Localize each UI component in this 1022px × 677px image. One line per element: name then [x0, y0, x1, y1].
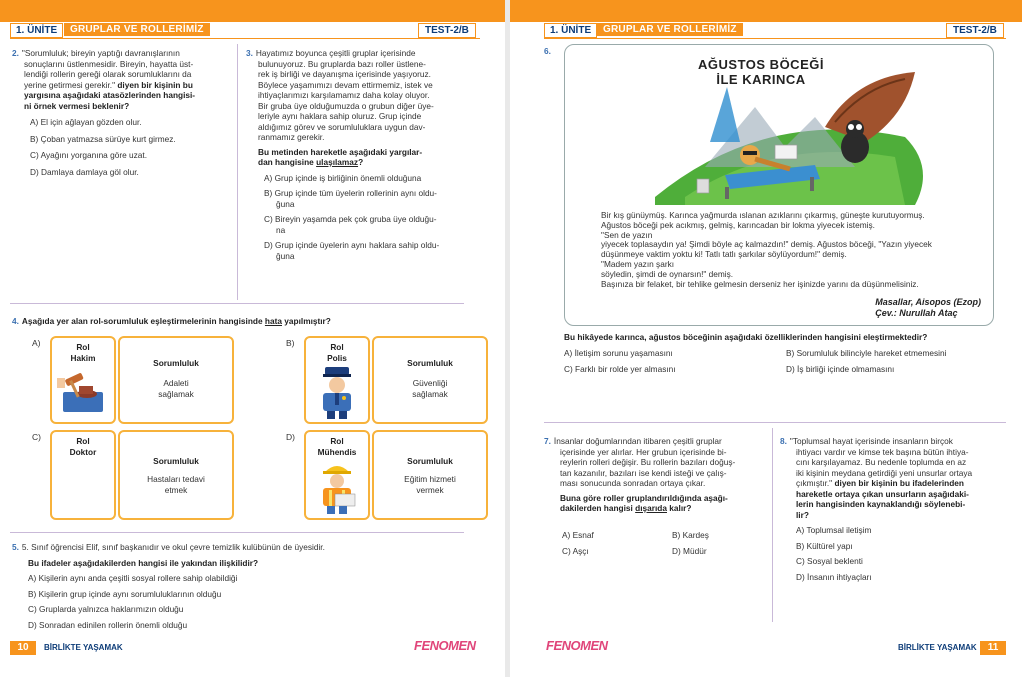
q7-line: reylerin rolleri değişir. Bu rollerin bazıları doğuş-: [560, 457, 736, 467]
story-text: [601, 211, 981, 289]
q4-card-c-responsibility-text: etmek: [164, 485, 188, 495]
story-line: Ağustos böceği pek acıkmış, gelmiş, karıncadan bir lokma yiyecek istemiş.: [601, 219, 875, 230]
story-line: söyledin, şimdi de oynarsın!" demiş.: [601, 268, 734, 279]
q3-option-b[interactable]: [246, 188, 468, 209]
story-source-line: Çev.: Nurullah Ataç: [875, 307, 958, 318]
q4-card-b-responsibility-title: Sorumluluk: [407, 358, 453, 368]
story-line: "Madem yazın şarkı: [601, 258, 675, 269]
q7-underlined-word: dışarıda: [635, 503, 667, 513]
right-unit-title: GRUPLAR VE ROLLERİMİZ: [597, 23, 743, 36]
q7-option-c[interactable]: C) Aşçı: [562, 546, 589, 556]
q3-option-a-line: A) Grup içinde iş birliğinin önemli olduğuna: [264, 172, 422, 183]
q4-bold: Aşağıda yer alan rol-sorumluluk eşleştirmelerinin hangisinde: [21, 316, 265, 326]
right-unit-label: 1. ÜNİTE: [544, 23, 597, 38]
q7-bold-line: Buna göre roller gruplandırıldığında aşağı-: [560, 492, 728, 503]
q2-line: "Sorumluluk; bireyin yaptığı davranışlarının: [21, 48, 180, 58]
q8-option-c[interactable]: C) Sosyal beklenti: [796, 556, 863, 566]
q3-option-c[interactable]: [246, 214, 468, 235]
q7-number: 7.: [544, 436, 551, 446]
q4-card-a-rol-label: Rol: [76, 342, 90, 352]
q3-line: Böylece yaşamımızı devam ettirmemiz, istek ve: [258, 79, 433, 90]
q5-line: 5. Sınıf öğrencisi Elif, sınıf başkanıdır ve okul çevre temizlik kulübünün de üyesidir.: [21, 542, 325, 552]
left-footer-text: BİRLİKTE YAŞAMAK: [44, 643, 123, 652]
q7-line: İnsanlar doğumlarından itibaren çeşitli gruplar: [553, 436, 722, 446]
q3-option-c-line: C) Bireyin yaşamda pek çok gruba üye olduğu-: [264, 214, 437, 224]
left-row-separator-2: [10, 532, 464, 533]
q4-card-b-responsibility-text: Güvenliği: [412, 378, 448, 388]
q2-number: 2.: [12, 48, 19, 58]
q7-line: ması sonucunda sonradan ortaya çıkar.: [560, 478, 706, 488]
right-page-number: 11: [980, 641, 1006, 655]
q4-number: 4.: [12, 316, 19, 326]
q4-card-b-role-name: Polis: [327, 353, 347, 363]
q6-option-b[interactable]: B) Sorumluluk bilinciyle hareket etmemesini: [786, 348, 947, 358]
q3-line: leriyle aynı haklara sahip oluruz. Grup içinde: [258, 111, 422, 121]
left-unit-label: 1. ÜNİTE: [10, 23, 63, 38]
q3-bold-end: ?: [358, 157, 364, 167]
q4-card-a-responsibility-title: Sorumluluk: [153, 358, 199, 368]
q8-option-d[interactable]: D) İnsanın ihtiyaçları: [796, 571, 872, 582]
q4-card-d-responsibility-title: Sorumluluk: [407, 456, 453, 466]
q7-line: içerisinde yer alırlar. Her grubun içerisinde bi-: [560, 446, 727, 457]
q8-bold-line: lir?: [796, 509, 809, 520]
right-column-separator: [772, 428, 773, 622]
q2-bold-line: yargısına aşağıdaki atasözlerinden hangisi-: [24, 90, 196, 100]
q4-card-c-role[interactable]: [50, 430, 116, 520]
q4-card-a-responsibility-text: Adaleti: [163, 378, 189, 388]
q4-card-a-role[interactable]: [50, 336, 116, 424]
question-3: [246, 48, 468, 261]
q4-card-b-responsibility[interactable]: [372, 336, 488, 424]
q2-option-a[interactable]: A) El için ağlayan gözden olur.: [30, 117, 142, 127]
q7-option-a[interactable]: A) Esnaf: [562, 530, 594, 540]
engineer-icon: [315, 460, 359, 514]
q8-bold-line: lerin hangisinden kaynaklandığı söylenebi-: [796, 499, 966, 509]
q4-card-c-role-name: Doktor: [69, 447, 97, 457]
story-title-line-2: İLE KARINCA: [716, 72, 806, 87]
q6-number-wrap: [544, 46, 554, 57]
left-test-label: TEST-2/B: [418, 23, 476, 38]
q5-number: 5.: [12, 542, 19, 552]
question-7: [544, 436, 766, 514]
q2-line: lendiği rollerin gereği olarak sorumluklarını da: [24, 69, 192, 79]
left-page: [0, 0, 505, 677]
story-line: Bir kış günüymüş. Karınca yağmurda ıslanan azıklarını çıkarmış, güneşte kurutuyormuş.: [601, 210, 925, 220]
q6-option-d[interactable]: D) İş birliği içinde olmamasını: [786, 364, 895, 374]
q8-line: iki kişinin meydana getirdiği yeni unsurlar ortaya: [796, 467, 973, 478]
story-title-line-1: AĞUSTOS BÖCEĞİ: [698, 57, 824, 72]
q4-card-b-rol-label: Rol: [330, 342, 344, 352]
q6-number: 6.: [544, 46, 551, 56]
q8-option-b[interactable]: B) Kültürel yapı: [796, 540, 853, 551]
q7-line: tan kazanılır, bazıları ise kendi isteği ve çalış-: [560, 467, 727, 478]
q2-bold-line: ni örnek vermesi beklenir?: [24, 100, 130, 111]
right-row-separator: [544, 422, 1006, 423]
left-publisher-logo: FENOMEN: [414, 638, 476, 653]
left-row-separator-1: [10, 303, 464, 304]
q8-number: 8.: [780, 436, 787, 446]
q8-option-a[interactable]: A) Toplumsal iletişim: [796, 525, 872, 535]
question-5: [12, 542, 472, 630]
story-line: Başınıza bir felaket, bir tehlike gelmesin derseniz her işinizde yarını da düşünmelisiniz.: [601, 278, 919, 289]
right-footer-text: BİRLİKTE YAŞAMAK: [898, 643, 977, 652]
q5-bold: Bu ifadeler aşağıdakilerden hangisi ile yakından ilişkilidir?: [28, 557, 259, 568]
q4-card-a-responsibility-text: sağlamak: [158, 389, 194, 399]
q4-card-a-role-name: Hakim: [70, 353, 96, 363]
right-test-label: TEST-2/B: [946, 23, 1004, 38]
q4-card-d-rol-label: Rol: [330, 436, 344, 446]
q3-line: rek iş birliği ve dayanışma içerisinde yaşıyoruz.: [258, 69, 431, 79]
q5-option-b[interactable]: B) Kişilerin grup içinde aynı sorumluluklarının olduğu: [28, 588, 222, 599]
q6-story-box: [564, 44, 994, 326]
q2-line: sonuçlarını üstlenmesidir. Bireyin, hayatta üst-: [24, 58, 194, 69]
story-line: düşünmeye vaktim yoktu ki! Tatlı tatlı şarkılar söylüyordum!" demiş.: [601, 249, 847, 260]
question-2: [12, 48, 230, 177]
q7-option-b[interactable]: B) Kardeş: [672, 530, 709, 540]
story-source-line: Masallar, Aisopos (Ezop): [875, 297, 981, 307]
q8-line: "Toplumsal hayat içerisinde insanların birçok: [789, 436, 953, 446]
story-line: "Sen de yazın: [601, 229, 653, 240]
q4-option-d-letter[interactable]: D): [286, 432, 295, 442]
q7-option-d[interactable]: D) Müdür: [672, 546, 707, 556]
q4-option-a-letter[interactable]: A): [32, 338, 41, 348]
q3-line: aldığımız görev ve sorumluluklara uygun dav-: [258, 121, 426, 132]
q2-option-d[interactable]: D) Damlaya damlaya göl olur.: [30, 166, 139, 177]
q3-option-d-line: D) Grup içinde üyelerin aynı haklara sahip oldu-: [264, 240, 440, 250]
q4-underlined-word: hata: [264, 316, 282, 326]
q3-line: Bir gruba üye olduğumuzda o grubun diğer üye-: [258, 100, 434, 111]
q3-number: 3.: [246, 48, 253, 58]
q4-card-c-rol-label: Rol: [76, 436, 90, 446]
q5-option-d[interactable]: D) Sonradan edinilen rollerin önemli olduğu: [28, 619, 188, 630]
q3-line: Hayatımız boyunca çeşitli gruplar içerisinde: [255, 48, 416, 58]
q3-line: ranmamız gerekir.: [258, 132, 325, 142]
q7-bold-line: dakilerden hangisi: [560, 503, 636, 513]
q8-line: çıkmıştır.": [796, 478, 833, 488]
q4-card-d-role[interactable]: [304, 430, 370, 520]
q8-line: ihtiyacı vardır ve kimse tek başına bütün ihtiya-: [796, 446, 969, 457]
left-top-band: [0, 0, 505, 22]
q2-option-b[interactable]: B) Çoban yatmazsa sürüye kurt girmez.: [30, 133, 176, 144]
q3-bold-line: dan hangisine: [258, 157, 317, 167]
q7-bold-end: kalır?: [666, 503, 692, 513]
story-line: yiyecek toplasaydın ya! Şimdi böyle aç kalmazdın!" demiş. Ağustos böceği, "Yazın yiyecek: [601, 239, 932, 250]
q4-card-d-role-name: Mühendis: [317, 447, 357, 457]
q5-option-c[interactable]: C) Gruplarda yalnızca haklarımızın olduğu: [28, 604, 184, 614]
left-page-number: 10: [10, 641, 36, 655]
q3-bold-line: Bu metinden hareketle aşağıdaki yargılar-: [258, 146, 423, 157]
question-4: [12, 316, 472, 327]
right-header-rule: [544, 38, 1006, 39]
q4-card-d-responsibility-text: Eğitim hizmeti: [404, 474, 456, 484]
judge-gavel-icon: [57, 370, 109, 416]
q3-option-a[interactable]: [246, 173, 468, 184]
q2-option-c[interactable]: C) Ayağını yorganına göre uzat.: [30, 150, 147, 160]
q4-card-c-responsibility-text: Hastaları tedavi: [147, 474, 205, 484]
q4-card-c-responsibility[interactable]: [118, 430, 234, 520]
q8-line: cını karşılayamaz. Bu nedenle toplumda en az: [796, 457, 967, 467]
right-publisher-logo: FENOMEN: [546, 638, 608, 653]
q4-card-b-responsibility-text: sağlamak: [412, 389, 448, 399]
q3-underlined-word: ulaşılamaz: [316, 157, 359, 167]
left-unit-title: GRUPLAR VE ROLLERİMİZ: [64, 23, 210, 36]
q3-line: ihtiyaçlarımızı karşılamamız daha kolay oluyor.: [258, 90, 430, 100]
q4-card-b-role[interactable]: [304, 336, 370, 424]
story-title: [691, 57, 831, 87]
q3-line: bulunuyoruz. Bu gruplarda bazı roller üstlene-: [258, 58, 426, 69]
q3-option-d-line: ğuna: [276, 250, 295, 261]
q8-bold-line: hareketle ortaya çıkan unsurların aşağıdaki-: [796, 488, 969, 499]
q6-question: Bu hikâyede karınca, ağustos böceğinin aşağıdaki özelliklerinden hangisini eleştirmektedir?: [564, 332, 928, 342]
q2-bold-inline: diyen bir kişinin bu: [115, 79, 193, 90]
left-column-separator: [237, 44, 238, 300]
q4-card-a-responsibility[interactable]: [118, 336, 234, 424]
q4-bold-end: yapılmıştır?: [281, 316, 331, 326]
q6-option-c[interactable]: C) Farklı bir rolde yer almasını: [564, 364, 676, 374]
q4-card-d-responsibility-text: vermek: [416, 485, 444, 495]
q2-line: yerine getirmesi gerekir.": [24, 79, 116, 90]
story-source: [875, 297, 981, 318]
q4-option-c-letter[interactable]: C): [32, 432, 41, 442]
question-6: [564, 332, 1004, 343]
q3-option-c-line: na: [276, 224, 286, 235]
q3-option-d[interactable]: [246, 240, 468, 261]
police-officer-icon: [315, 365, 359, 419]
right-page: [510, 0, 1022, 677]
question-8: [780, 436, 1006, 582]
q3-option-b-line: ğuna: [276, 198, 295, 209]
q4-card-d-responsibility[interactable]: [372, 430, 488, 520]
q4-option-b-letter[interactable]: B): [286, 338, 295, 348]
left-header-rule: [10, 38, 480, 39]
q6-option-a[interactable]: A) İletişim sorunu yaşamasını: [564, 348, 673, 358]
q3-option-b-line: B) Grup içinde tüm üyelerin rollerinin aynı oldu-: [264, 188, 437, 198]
q5-option-a[interactable]: A) Kişilerin aynı anda çeşitli sosyal rollere sahip olabildiği: [28, 573, 238, 583]
right-top-band: [510, 0, 1022, 22]
q8-bold-inline: diyen bir kişinin bu ifadelerinden: [832, 478, 964, 488]
q4-card-c-responsibility-title: Sorumluluk: [153, 456, 199, 466]
